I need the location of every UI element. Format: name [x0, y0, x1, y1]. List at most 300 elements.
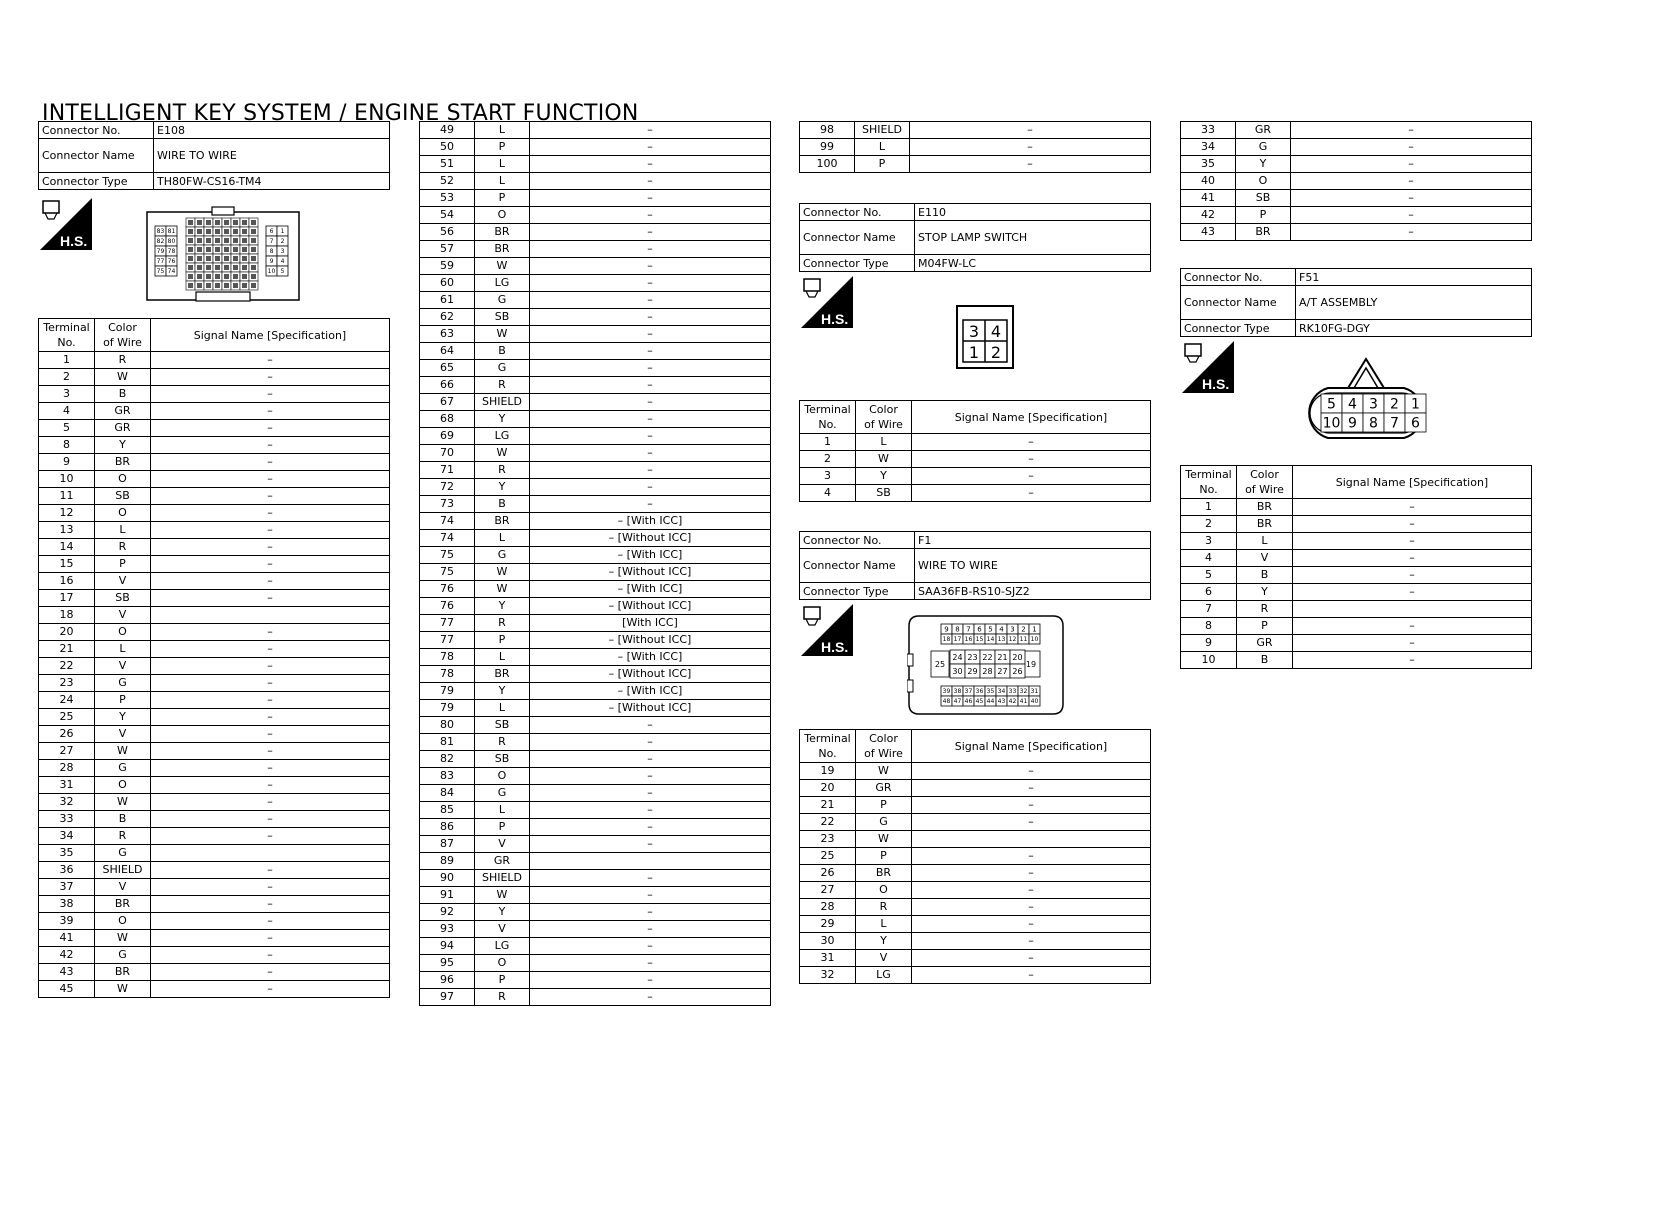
connector-pin — [1321, 413, 1342, 432]
table-row — [1181, 139, 1532, 156]
svg-text:26: 26 — [1012, 666, 1023, 676]
connector-pin — [950, 650, 965, 664]
terminal-no-cell: 78 — [420, 649, 475, 666]
wire-color-cell: SB — [856, 485, 912, 502]
connector-pin — [980, 650, 995, 664]
svg-text:2: 2 — [1021, 625, 1026, 634]
table-row — [39, 573, 390, 590]
signal-name-cell: – — [151, 913, 390, 930]
wire-color-cell: Y — [856, 468, 912, 485]
terminal-no-cell: 64 — [420, 343, 475, 360]
svg-text:6: 6 — [1411, 415, 1420, 432]
connector-pin — [996, 624, 1007, 634]
terminal-no-cell: 84 — [420, 785, 475, 802]
wire-color-cell: BR — [475, 241, 530, 258]
signal-name-cell: – — [530, 462, 771, 479]
connector-pin — [1010, 650, 1025, 664]
connector-pin — [996, 634, 1007, 644]
connector-pin — [186, 218, 195, 227]
table-row — [39, 794, 390, 811]
connector-pin — [195, 227, 204, 236]
signal-name-cell: – — [530, 768, 771, 785]
e110-connector-type: M04FW-LC — [915, 255, 1151, 272]
table-row — [420, 785, 771, 802]
terminal-no-cell: 79 — [420, 700, 475, 717]
table-row — [420, 547, 771, 564]
svg-text:21: 21 — [997, 652, 1008, 662]
svg-text:H.S.: H.S. — [1202, 376, 1230, 392]
signal-name-cell: – — [151, 675, 390, 692]
svg-text:83: 83 — [156, 228, 165, 236]
terminal-no-cell: 76 — [420, 598, 475, 615]
table-row — [39, 488, 390, 505]
connector-pin — [240, 245, 249, 254]
table-row — [1181, 516, 1532, 533]
signal-name-cell: – — [151, 981, 390, 998]
svg-text:9: 9 — [269, 258, 274, 266]
terminal-no-cell: 40 — [1181, 173, 1236, 190]
wire-color-cell: O — [95, 913, 151, 930]
wire-color-cell: P — [475, 972, 530, 989]
signal-name-cell: – — [912, 950, 1151, 967]
terminal-no-cell: 60 — [420, 275, 475, 292]
wire-color-cell: V — [95, 607, 151, 624]
terminal-no-cell: 53 — [420, 190, 475, 207]
terminal-no-cell: 76 — [420, 581, 475, 598]
signal-name-cell: – — [151, 760, 390, 777]
table-row — [39, 420, 390, 437]
terminal-no-cell: 4 — [800, 485, 856, 502]
signal-name-cell: – — [530, 955, 771, 972]
signal-name-cell: – — [530, 802, 771, 819]
svg-text:44: 44 — [986, 698, 995, 706]
terminal-no-cell: 26 — [39, 726, 95, 743]
connector-pin — [952, 686, 963, 696]
wire-color-cell: P — [475, 819, 530, 836]
wire-color-cell: W — [95, 930, 151, 947]
connector-pin — [204, 254, 213, 263]
signal-name-cell: – — [912, 865, 1151, 882]
terminal-no-cell: 3 — [800, 468, 856, 485]
wire-color-cell: R — [95, 828, 151, 845]
table-row — [800, 865, 1151, 882]
table-row — [420, 292, 771, 309]
connector-pin — [204, 227, 213, 236]
svg-text:15: 15 — [975, 636, 984, 644]
wire-color-cell: L — [1237, 533, 1293, 550]
label-connector-name: Connector Name — [39, 139, 154, 173]
terminal-no-cell: 61 — [420, 292, 475, 309]
e110-pin-table — [799, 400, 1151, 502]
signal-name-cell: – — [151, 828, 390, 845]
wire-color-cell: Y — [856, 933, 912, 950]
table-row — [39, 522, 390, 539]
connector-pin — [213, 227, 222, 236]
connector-pin — [204, 245, 213, 254]
wire-color-cell: LG — [856, 967, 912, 984]
svg-text:10: 10 — [1030, 636, 1039, 644]
table-row — [420, 394, 771, 411]
connector-pin — [980, 664, 995, 678]
signal-name-cell — [151, 607, 390, 624]
terminal-no-cell: 22 — [800, 814, 856, 831]
svg-text:6: 6 — [269, 228, 274, 236]
connector-pin — [231, 281, 240, 290]
wire-color-cell: L — [856, 434, 912, 451]
header-color-of-wire: Color of Wire — [1237, 466, 1293, 499]
table-row — [800, 434, 1151, 451]
signal-name-cell: – [With ICC] — [530, 513, 771, 530]
table-row — [800, 122, 1151, 139]
wire-color-cell: V — [95, 879, 151, 896]
table-row — [420, 598, 771, 615]
signal-name-cell: – — [530, 292, 771, 309]
table-row — [39, 607, 390, 624]
svg-text:7: 7 — [269, 238, 274, 246]
signal-name-cell: – — [530, 785, 771, 802]
terminal-no-cell: 79 — [420, 683, 475, 700]
table-row — [39, 369, 390, 386]
terminal-no-cell: 86 — [420, 819, 475, 836]
svg-text:7: 7 — [966, 625, 971, 634]
terminal-no-cell: 89 — [420, 853, 475, 870]
e108-pin-table-a — [38, 318, 390, 998]
table-row — [420, 887, 771, 904]
terminal-no-cell: 77 — [420, 632, 475, 649]
terminal-no-cell: 57 — [420, 241, 475, 258]
terminal-no-cell: 72 — [420, 479, 475, 496]
connector-pin — [985, 696, 996, 706]
wire-color-cell: Y — [95, 709, 151, 726]
svg-text:9: 9 — [1348, 415, 1357, 432]
wire-color-cell: G — [475, 292, 530, 309]
wire-color-cell: Y — [475, 411, 530, 428]
connector-pin — [974, 624, 985, 634]
f1-pin-table-a — [799, 729, 1151, 984]
svg-text:16: 16 — [964, 636, 973, 644]
signal-name-cell: – — [530, 224, 771, 241]
table-row — [1181, 601, 1532, 618]
terminal-no-cell: 30 — [800, 933, 856, 950]
table-row — [420, 989, 771, 1006]
wire-color-cell: O — [95, 471, 151, 488]
label-connector-no: Connector No. — [39, 122, 154, 139]
table-row — [800, 814, 1151, 831]
terminal-no-cell: 62 — [420, 309, 475, 326]
signal-name-cell: – — [151, 726, 390, 743]
table-row — [39, 624, 390, 641]
terminal-no-cell: 8 — [39, 437, 95, 454]
connector-pin — [931, 651, 949, 677]
signal-name-cell: – — [151, 947, 390, 964]
wire-color-cell: BR — [1237, 516, 1293, 533]
terminal-no-cell: 32 — [800, 967, 856, 984]
signal-name-cell: – — [530, 836, 771, 853]
table-row — [800, 451, 1151, 468]
connector-pin — [249, 227, 258, 236]
terminal-no-cell: 24 — [39, 692, 95, 709]
table-row — [420, 649, 771, 666]
wire-color-cell: P — [1237, 618, 1293, 635]
table-row — [1181, 499, 1532, 516]
wire-color-cell: BR — [475, 666, 530, 683]
svg-text:4: 4 — [999, 625, 1004, 634]
table-row — [420, 207, 771, 224]
svg-text:H.S.: H.S. — [821, 311, 849, 327]
terminal-no-cell: 6 — [1181, 584, 1237, 601]
table-row — [39, 777, 390, 794]
terminal-no-cell: 28 — [39, 760, 95, 777]
terminal-no-cell: 94 — [420, 938, 475, 955]
terminal-no-cell: 35 — [1181, 156, 1236, 173]
wire-color-cell: W — [856, 763, 912, 780]
wire-color-cell: R — [475, 462, 530, 479]
connector-pin — [240, 218, 249, 227]
wire-color-cell: W — [475, 258, 530, 275]
table-row — [420, 241, 771, 258]
signal-name-cell: – — [1291, 156, 1532, 173]
signal-name-cell: – — [151, 573, 390, 590]
wire-color-cell: BR — [95, 896, 151, 913]
svg-text:24: 24 — [952, 652, 963, 662]
wire-color-cell: L — [475, 649, 530, 666]
connector-pin — [974, 686, 985, 696]
table-row — [1181, 550, 1532, 567]
svg-text:13: 13 — [997, 636, 1006, 644]
terminal-no-cell: 37 — [39, 879, 95, 896]
signal-name-cell: – — [530, 445, 771, 462]
signal-name-cell: – — [530, 122, 771, 139]
table-row — [1181, 156, 1532, 173]
terminal-no-cell: 1 — [800, 434, 856, 451]
terminal-no-cell: 16 — [39, 573, 95, 590]
connector-pin — [231, 218, 240, 227]
terminal-no-cell: 9 — [1181, 635, 1237, 652]
terminal-no-cell: 1 — [39, 352, 95, 369]
terminal-no-cell: 45 — [39, 981, 95, 998]
svg-text:25: 25 — [934, 659, 946, 669]
connector-pin — [995, 650, 1010, 664]
f1-connector-no: F1 — [915, 532, 1151, 549]
connector-pin — [950, 664, 965, 678]
terminal-no-cell: 80 — [420, 717, 475, 734]
connector-pin — [213, 272, 222, 281]
table-row — [420, 955, 771, 972]
wire-color-cell: BR — [856, 865, 912, 882]
wire-color-cell: P — [855, 156, 910, 173]
terminal-no-cell: 10 — [39, 471, 95, 488]
signal-name-cell: – — [1291, 139, 1532, 156]
wire-color-cell: G — [475, 547, 530, 564]
terminal-no-cell: 65 — [420, 360, 475, 377]
label-connector-no: Connector No. — [800, 532, 915, 549]
signal-name-cell: – — [151, 556, 390, 573]
signal-name-cell: – [Without ICC] — [530, 598, 771, 615]
table-row — [1181, 635, 1532, 652]
table-row — [800, 156, 1151, 173]
table-row — [39, 675, 390, 692]
signal-name-cell: – — [151, 709, 390, 726]
wire-color-cell: B — [95, 811, 151, 828]
hs-harness-side-icon — [801, 276, 853, 328]
terminal-no-cell: 27 — [800, 882, 856, 899]
terminal-no-cell: 20 — [39, 624, 95, 641]
svg-text:39: 39 — [942, 688, 951, 696]
terminal-no-cell: 42 — [39, 947, 95, 964]
wire-color-cell: SHIELD — [855, 122, 910, 139]
table-row — [800, 848, 1151, 865]
table-row — [420, 428, 771, 445]
connector-pin — [1018, 624, 1029, 634]
table-row — [1181, 224, 1532, 241]
svg-text:30: 30 — [952, 666, 963, 676]
signal-name-cell: – — [530, 156, 771, 173]
signal-name-cell: – — [912, 814, 1151, 831]
terminal-no-cell: 100 — [800, 156, 855, 173]
connector-pin — [166, 266, 177, 276]
svg-text:11: 11 — [1019, 636, 1028, 644]
signal-name-cell: – — [530, 394, 771, 411]
signal-name-cell: – — [530, 326, 771, 343]
wire-color-cell: W — [856, 831, 912, 848]
wire-color-cell: GR — [95, 403, 151, 420]
connector-pin — [1405, 413, 1426, 432]
wire-color-cell: O — [475, 955, 530, 972]
terminal-no-cell: 23 — [39, 675, 95, 692]
connector-pin — [1029, 634, 1040, 644]
table-row — [420, 360, 771, 377]
table-row — [39, 454, 390, 471]
connector-pin — [195, 281, 204, 290]
wire-color-cell: Y — [1236, 156, 1291, 173]
connector-pin — [222, 236, 231, 245]
table-row — [39, 658, 390, 675]
svg-text:42: 42 — [1008, 698, 1017, 706]
terminal-no-cell: 7 — [1181, 601, 1237, 618]
terminal-no-cell: 18 — [39, 607, 95, 624]
connector-pin — [186, 236, 195, 245]
connector-pin — [1007, 686, 1018, 696]
wire-color-cell: BR — [1237, 499, 1293, 516]
signal-name-cell: – — [530, 428, 771, 445]
svg-text:4: 4 — [280, 258, 285, 266]
wire-color-cell: BR — [1236, 224, 1291, 241]
terminal-no-cell: 28 — [800, 899, 856, 916]
wire-color-cell: LG — [475, 275, 530, 292]
svg-text:82: 82 — [156, 238, 165, 246]
wire-color-cell: GR — [1237, 635, 1293, 652]
signal-name-cell: – [With ICC] — [530, 547, 771, 564]
terminal-no-cell: 71 — [420, 462, 475, 479]
e110-connector-no: E110 — [915, 204, 1151, 221]
terminal-no-cell: 36 — [39, 862, 95, 879]
terminal-no-cell: 93 — [420, 921, 475, 938]
terminal-no-cell: 22 — [39, 658, 95, 675]
terminal-no-cell: 69 — [420, 428, 475, 445]
table-row — [800, 797, 1151, 814]
connector-pin — [186, 245, 195, 254]
terminal-no-cell: 5 — [1181, 567, 1237, 584]
signal-name-cell: – — [151, 590, 390, 607]
connector-pin — [213, 254, 222, 263]
table-row — [420, 139, 771, 156]
signal-name-cell: – — [1293, 533, 1532, 550]
label-connector-type: Connector Type — [39, 173, 154, 190]
table-row — [800, 831, 1151, 848]
svg-text:1: 1 — [280, 228, 285, 236]
e108-connector-type: TH80FW-CS16-TM4 — [154, 173, 390, 190]
connector-pin — [166, 236, 177, 246]
connector-pin — [204, 263, 213, 272]
table-row — [420, 326, 771, 343]
svg-text:48: 48 — [942, 698, 951, 706]
signal-name-cell: – — [530, 870, 771, 887]
table-row — [39, 896, 390, 913]
terminal-no-cell: 17 — [39, 590, 95, 607]
table-row — [420, 173, 771, 190]
signal-name-cell: – — [912, 763, 1151, 780]
signal-name-cell: – — [151, 641, 390, 658]
wire-color-cell: GR — [475, 853, 530, 870]
wire-color-cell: B — [475, 496, 530, 513]
connector-pin — [195, 218, 204, 227]
wire-color-cell: BR — [95, 454, 151, 471]
svg-text:9: 9 — [944, 625, 949, 634]
table-row — [1181, 207, 1532, 224]
connector-pin — [213, 263, 222, 272]
connector-pin — [1029, 624, 1040, 634]
connector-pin — [249, 281, 258, 290]
connector-pin — [1342, 413, 1363, 432]
table-row — [1181, 122, 1532, 139]
wire-color-cell: W — [475, 564, 530, 581]
connector-pin — [277, 226, 288, 236]
signal-name-cell: – — [151, 896, 390, 913]
hs-harness-side-icon — [1182, 341, 1234, 393]
connector-pin — [1029, 686, 1040, 696]
terminal-no-cell: 13 — [39, 522, 95, 539]
wire-color-cell: R — [95, 539, 151, 556]
connector-pin — [1405, 394, 1426, 413]
terminal-no-cell: 75 — [420, 547, 475, 564]
connector-pin — [155, 246, 166, 256]
connector-pin — [213, 218, 222, 227]
svg-text:74: 74 — [167, 268, 176, 276]
terminal-no-cell: 38 — [39, 896, 95, 913]
signal-name-cell: – — [1293, 499, 1532, 516]
svg-text:5: 5 — [988, 625, 993, 634]
terminal-no-cell: 19 — [800, 763, 856, 780]
wire-color-cell: W — [95, 369, 151, 386]
table-row — [39, 471, 390, 488]
svg-text:5: 5 — [1327, 396, 1336, 413]
signal-name-cell: – — [1291, 173, 1532, 190]
terminal-no-cell: 25 — [39, 709, 95, 726]
table-row — [420, 700, 771, 717]
wire-color-cell: R — [475, 734, 530, 751]
table-row — [420, 717, 771, 734]
table-row — [800, 967, 1151, 984]
wire-color-cell: SB — [1236, 190, 1291, 207]
connector-pin — [963, 624, 974, 634]
svg-text:H.S.: H.S. — [821, 639, 849, 655]
connector-pin — [213, 281, 222, 290]
table-row — [420, 904, 771, 921]
signal-name-cell: – [Without ICC] — [530, 632, 771, 649]
wire-color-cell: O — [1236, 173, 1291, 190]
signal-name-cell: – — [530, 173, 771, 190]
table-row — [800, 763, 1151, 780]
